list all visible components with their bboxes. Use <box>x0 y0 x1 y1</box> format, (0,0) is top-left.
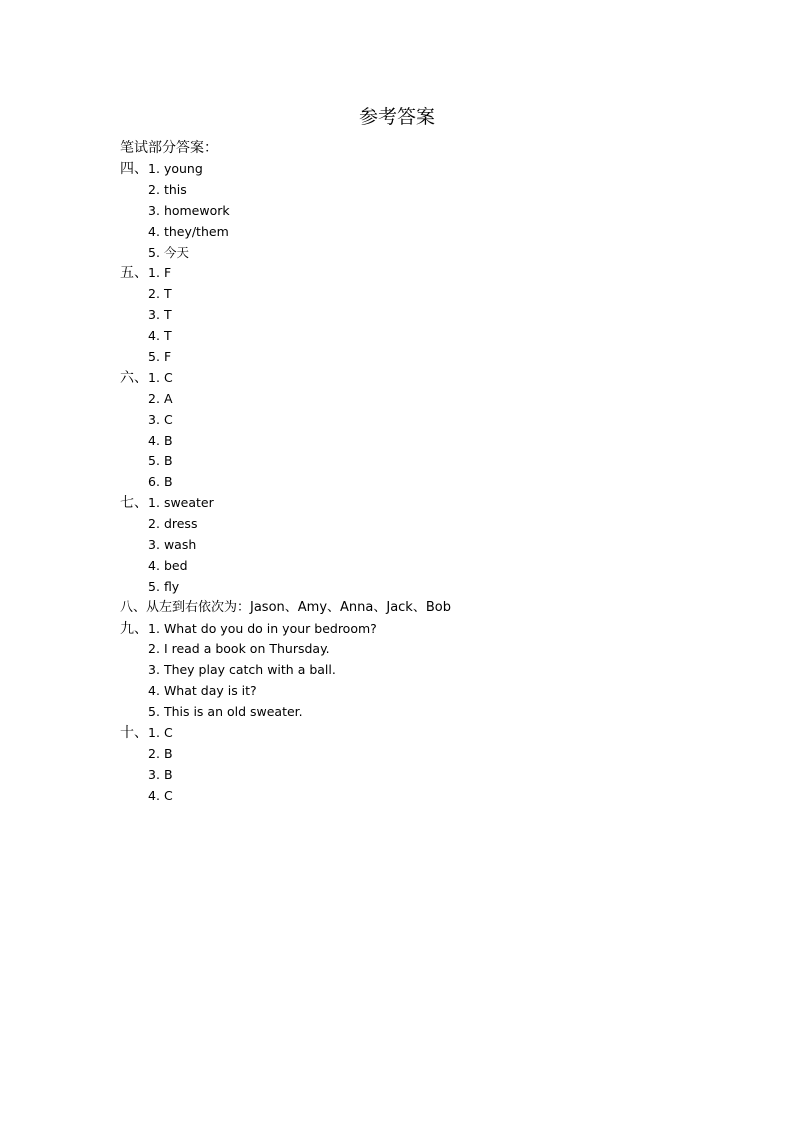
answer-text: they/them <box>163 223 229 239</box>
question-number: 2. <box>148 641 160 657</box>
answer-text: bed <box>163 557 188 573</box>
answer-text: B <box>163 766 173 782</box>
answer-row <box>120 368 720 389</box>
answer-row <box>120 180 720 201</box>
page-title: 参考答案 <box>358 106 435 128</box>
answer-text: A <box>163 390 173 406</box>
answer-text: sweater <box>163 495 214 511</box>
question-number: 2. <box>148 390 160 406</box>
answer-row <box>120 222 720 243</box>
answer-row <box>120 660 720 681</box>
answer-text: They play catch with a ball. <box>163 662 336 678</box>
answer-text: wash <box>163 537 197 553</box>
section-label: 七、 <box>120 495 148 512</box>
answer-item <box>148 180 187 201</box>
question-number: 2. <box>148 516 160 532</box>
answer-item <box>148 201 230 222</box>
section-label: 九、 <box>120 620 148 637</box>
answers-subtitle: 笔试部分答案： <box>120 140 218 156</box>
answer-text: What day is it? <box>163 683 257 699</box>
answer-item <box>148 619 377 640</box>
question-number: 2. <box>148 181 160 197</box>
question-number: 6. <box>148 474 160 490</box>
answer-row <box>120 702 720 723</box>
question-number: 3. <box>148 411 160 427</box>
answer-section-row <box>120 598 720 619</box>
answer-item <box>148 639 330 660</box>
answer-row <box>120 159 720 180</box>
answer-text: I read a book on Thursday. <box>163 641 330 657</box>
answer-row <box>120 326 720 347</box>
answer-text: B <box>163 474 173 490</box>
question-number: 2. <box>148 286 160 302</box>
question-number: 5. <box>148 349 160 365</box>
question-number: 4. <box>148 787 160 803</box>
answer-item <box>148 493 214 514</box>
answer-item <box>148 702 303 723</box>
answer-item <box>148 723 173 744</box>
section-label: 五、 <box>120 265 148 282</box>
answer-item <box>148 159 203 180</box>
answer-item <box>148 347 171 368</box>
answer-item <box>148 326 172 347</box>
answer-row <box>120 723 720 744</box>
question-number: 3. <box>148 537 160 553</box>
answer-item <box>148 368 173 389</box>
answer-text: F <box>163 265 172 281</box>
answer-row <box>120 639 720 660</box>
answer-text: fly <box>163 578 180 594</box>
answer-text: B <box>163 453 173 469</box>
answer-row <box>120 472 720 493</box>
answer-text: C <box>163 369 173 385</box>
question-number: 3. <box>148 307 160 323</box>
answer-text: B <box>163 745 173 761</box>
answer-row <box>120 535 720 556</box>
answer-row <box>120 431 720 452</box>
question-number: 4. <box>148 223 160 239</box>
question-number: 2. <box>148 745 160 761</box>
question-number: 1. <box>148 495 160 511</box>
answer-text: C <box>163 725 173 741</box>
question-number: 5. <box>148 244 160 260</box>
answer-text: C <box>163 787 173 803</box>
answer-item <box>148 514 197 535</box>
question-number: 4. <box>148 432 160 448</box>
answer-item <box>148 765 173 786</box>
answer-item <box>148 744 173 765</box>
answer-row <box>120 243 720 264</box>
answer-text: homework <box>163 202 230 218</box>
answer-text: 今天 <box>163 244 189 260</box>
answer-row <box>120 619 720 640</box>
answer-row <box>120 284 720 305</box>
question-number: 1. <box>148 161 160 176</box>
answer-row <box>120 347 720 368</box>
question-number: 1. <box>148 620 160 636</box>
question-number: 5. <box>148 578 160 594</box>
answer-item <box>148 222 229 243</box>
answer-row <box>120 493 720 514</box>
question-number: 3. <box>148 662 160 678</box>
answer-row <box>120 556 720 577</box>
question-number: 3. <box>148 766 160 782</box>
answer-row <box>120 765 720 786</box>
question-number: 5. <box>148 704 160 720</box>
answer-row <box>120 201 720 222</box>
answer-item <box>148 243 189 264</box>
answer-item <box>148 410 173 431</box>
answer-row <box>120 786 720 807</box>
answer-item <box>148 577 179 598</box>
answer-row <box>120 577 720 598</box>
answer-item <box>148 284 172 305</box>
question-number: 1. <box>148 725 160 741</box>
answer-text: C <box>163 411 173 427</box>
answer-row <box>120 514 720 535</box>
answer-item <box>148 431 173 452</box>
answer-row <box>120 744 720 765</box>
section-label: 六、 <box>120 369 148 386</box>
answer-item <box>148 681 257 702</box>
answer-text: T <box>163 286 172 302</box>
answer-text: B <box>163 432 173 448</box>
answer-item <box>148 786 173 807</box>
answer-item <box>148 389 173 410</box>
answer-item <box>148 451 173 472</box>
answer-text: This is an old sweater. <box>163 704 303 720</box>
answer-item <box>148 660 336 681</box>
answer-item <box>148 535 196 556</box>
answer-text: T <box>163 307 172 323</box>
answer-item <box>148 472 173 493</box>
answer-list <box>120 159 720 807</box>
answer-row <box>120 681 720 702</box>
answer-text: T <box>163 328 172 344</box>
answer-text: young <box>163 161 203 176</box>
answer-text: F <box>163 349 172 365</box>
answer-row <box>120 263 720 284</box>
answer-item <box>148 305 172 326</box>
answer-text: dress <box>163 516 198 532</box>
answer-item <box>148 263 171 284</box>
answer-item <box>148 556 188 577</box>
section-label: 十、 <box>120 725 148 742</box>
question-number: 4. <box>148 683 160 699</box>
answer-row <box>120 410 720 431</box>
section-text: 八、从左到右依次为：Jason、Amy、Anna、Jack、Bob <box>120 599 451 615</box>
answer-row <box>120 305 720 326</box>
answer-text: this <box>163 181 187 197</box>
answer-row <box>120 451 720 472</box>
question-number: 4. <box>148 328 160 344</box>
question-number: 3. <box>148 202 160 218</box>
question-number: 1. <box>148 369 160 385</box>
answer-row <box>120 389 720 410</box>
question-number: 1. <box>148 265 160 281</box>
section-label: 四、 <box>120 161 148 177</box>
answer-text: What do you do in your bedroom? <box>163 620 377 636</box>
question-number: 5. <box>148 453 160 469</box>
question-number: 4. <box>148 557 160 573</box>
